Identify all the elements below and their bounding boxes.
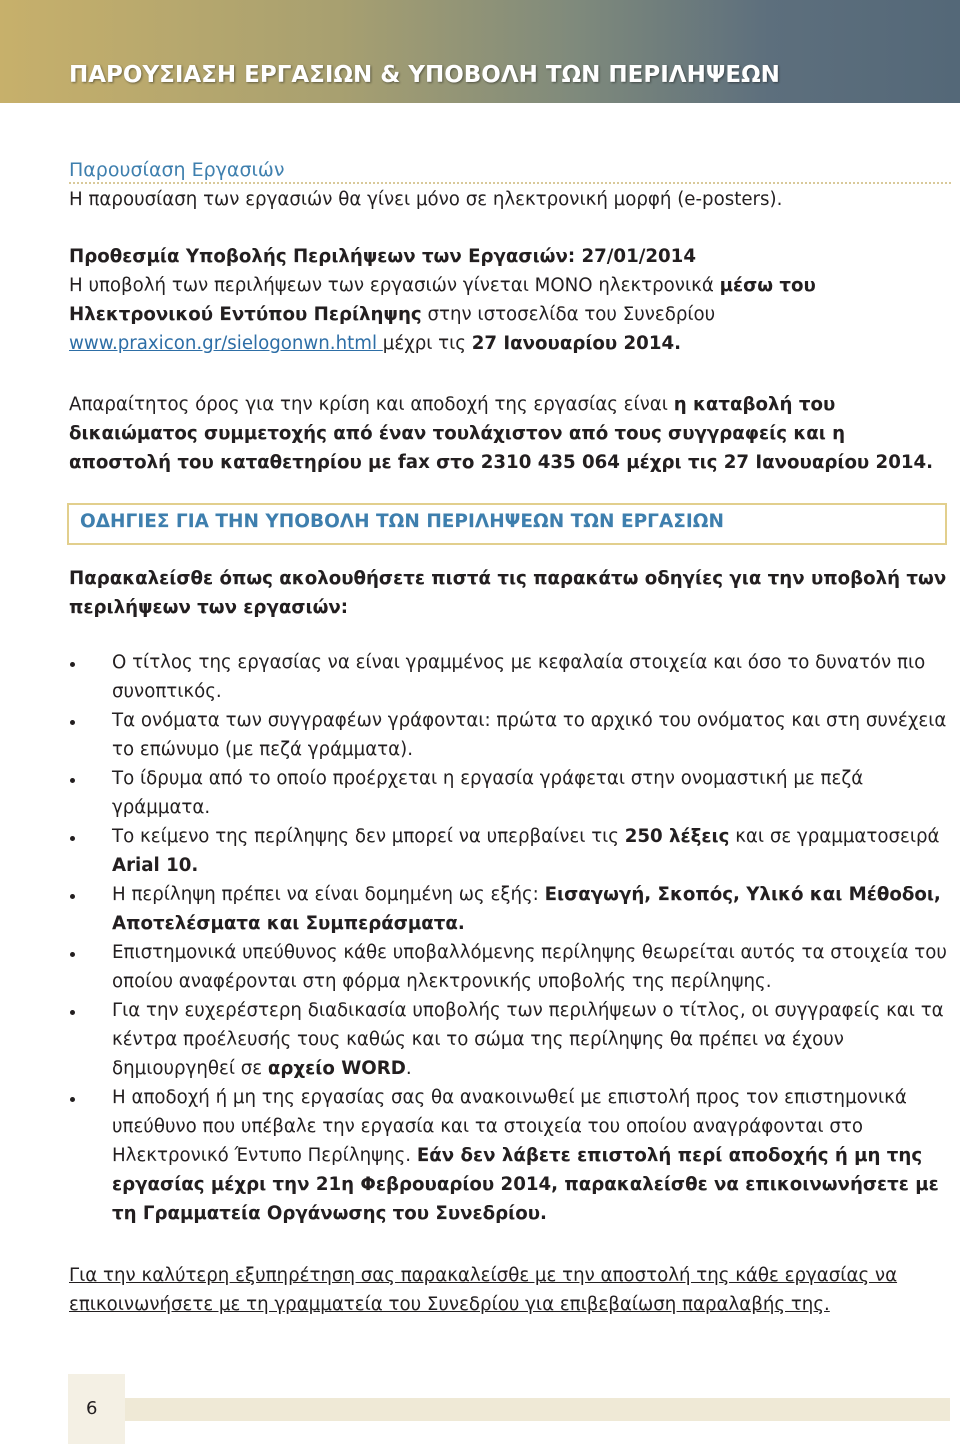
list-item — [69, 764, 951, 822]
instructions-list — [69, 648, 951, 1224]
list-item-text: Επιστημονικά υπεύθυνος κάθε υποβαλλόμενης περίληψης θεωρείται αυτός τα στοιχεία του οποίου αναφέρονται στη φόρμα ηλεκτρονικής υποβολής της περίληψης. — [112, 942, 947, 992]
list-item — [69, 938, 951, 996]
list-item-bold: Εισαγωγή, Σκοπός, Υλικό και Μέθοδοι, Αποτελέσματα και Συμπεράσματα. — [112, 884, 941, 934]
deadline-text-a: Η υποβολή των περιλήψεων των εργασιών γίνεται ΜΟΝΟ ηλεκτρονικά — [69, 275, 720, 296]
conference-link[interactable]: www.praxicon.gr/sielogonwn.html — [69, 333, 383, 354]
deadline-title — [69, 242, 951, 271]
instructions-intro — [69, 564, 951, 622]
list-item-text: Για την ευχερέστερη διαδικασία υποβολής των περιλήψεων ο τίτλος, οι συγγραφείς και τα κέντρα προέλευσής τους καθώς και το σώμα της περίληψης θα πρέπει να έχουν δημιουργηθεί σε — [112, 1000, 944, 1079]
presentation-heading-row — [69, 154, 951, 184]
list-item-text: Τα ονόματα των συγγραφέων γράφονται: πρώτα το αρχικό του ονόματος και στη συνέχεια το επώνυμο (με πεζά γράμματα). — [112, 710, 947, 760]
page-title: ΠΑΡΟΥΣΙΑΣΗ ΕΡΓΑΣΙΩΝ & ΥΠΟΒΟΛΗ ΤΩΝ ΠΕΡΙΛΗΨΕΩΝ — [69, 62, 780, 88]
page-number: 6 — [86, 1398, 98, 1419]
presentation-heading: Παρουσίαση Εργασιών — [69, 159, 285, 181]
footer-note-text: Για την καλύτερη εξυπηρέτηση σας παρακαλείσθε με την αποστολή της κάθε εργασίας να επικοινωνήσετε με τη γραμματεία του Συνεδρίου για επιβεβαίωση παραλαβής της. — [69, 1265, 898, 1315]
list-item-bold: αρχείο WORD — [267, 1058, 406, 1079]
list-item-text: . — [405, 1058, 412, 1079]
presentation-text: Η παρουσίαση των εργασιών θα γίνει μόνο σε ηλεκτρονική μορφή (e-posters). — [69, 189, 783, 210]
instructions-box-title: ΟΔΗΓΙΕΣ ΓΙΑ ΤΗΝ ΥΠΟΒΟΛΗ ΤΩΝ ΠΕΡΙΛΗΨΕΩΝ ΤΩΝ ΕΡΓΑΣΙΩΝ — [80, 511, 724, 532]
instructions-box — [67, 503, 947, 545]
list-item — [69, 648, 951, 706]
footer-note — [69, 1261, 951, 1319]
deadline-paragraph — [69, 271, 951, 358]
footer-bar — [125, 1398, 950, 1421]
condition-text: Απαραίτητος όρος για την κρίση και αποδοχή της εργασίας είναι — [69, 394, 674, 415]
list-item — [69, 880, 951, 938]
list-item-text: Το ίδρυμα από το οποίο προέρχεται η εργασία γράφεται στην ονομαστική με πεζά γράμματα. — [112, 768, 864, 818]
list-item — [69, 706, 951, 764]
deadline-bold-a: μέσω του Ηλεκτρονικού Εντύπου Περίληψης — [69, 275, 816, 325]
list-item — [69, 1083, 951, 1224]
instructions-intro-text: Παρακαλείσθε όπως ακολουθήσετε πιστά τις παρακάτω οδηγίες για την υποβολή των περιλήψεων των εργασιών: — [69, 568, 947, 618]
condition-paragraph — [69, 390, 951, 477]
deadline-bold-b: 27 Ιανουαρίου 2014. — [471, 333, 682, 354]
deadline-text-b: στην ιστοσελίδα του Συνεδρίου — [421, 304, 716, 325]
list-item-bold: Arial 10. — [112, 855, 199, 876]
list-item-bold: 250 λέξεις — [624, 826, 730, 847]
list-item-text: Η αποδοχή ή μη της εργασίας σας θα ανακοινωθεί με επιστολή προς τον επιστημονικά υπεύθυνο που υπέβαλε την εργασία και τα στοιχεία του οποίου αναγράφονται στο Ηλεκτρονικό Έντυπο Περίληψης. — [112, 1087, 907, 1166]
deadline-title-text: Προθεσμία Υποβολής Περιλήψεων των Εργασιών: 27/01/2014 — [69, 246, 696, 267]
list-item-bold: Εάν δεν λάβετε επιστολή περί αποδοχής ή μη της εργασίας μέχρι την 21η Φεβρουαρίου 2014, παρακαλείσθε να επικοινωνήσετε με τη Γραμματεία Οργάνωσης του Συνεδρίου. — [112, 1145, 939, 1224]
list-item-text: Η περίληψη πρέπει να είναι δομημένη ως εξής: — [112, 884, 545, 905]
condition-bold: η καταβολή του δικαιώματος συμμετοχής από έναν τουλάχιστον από τους συγγραφείς και η αποστολή του καταθετηρίου με fax στο 2310 435 064 μέχρι τις 27 Ιανουαρίου 2014. — [69, 394, 934, 473]
deadline-text-c: μέχρι τις — [382, 333, 472, 354]
list-item — [69, 996, 951, 1083]
list-item — [69, 822, 951, 880]
list-item-text: Ο τίτλος της εργασίας να είναι γραμμένος με κεφαλαία στοιχεία και όσο το δυνατόν πιο συνοπτικός. — [112, 652, 926, 702]
list-item-text: και σε γραμματοσειρά — [729, 826, 940, 847]
list-item-text: Το κείμενο της περίληψης δεν μπορεί να υπερβαίνει τις — [112, 826, 625, 847]
